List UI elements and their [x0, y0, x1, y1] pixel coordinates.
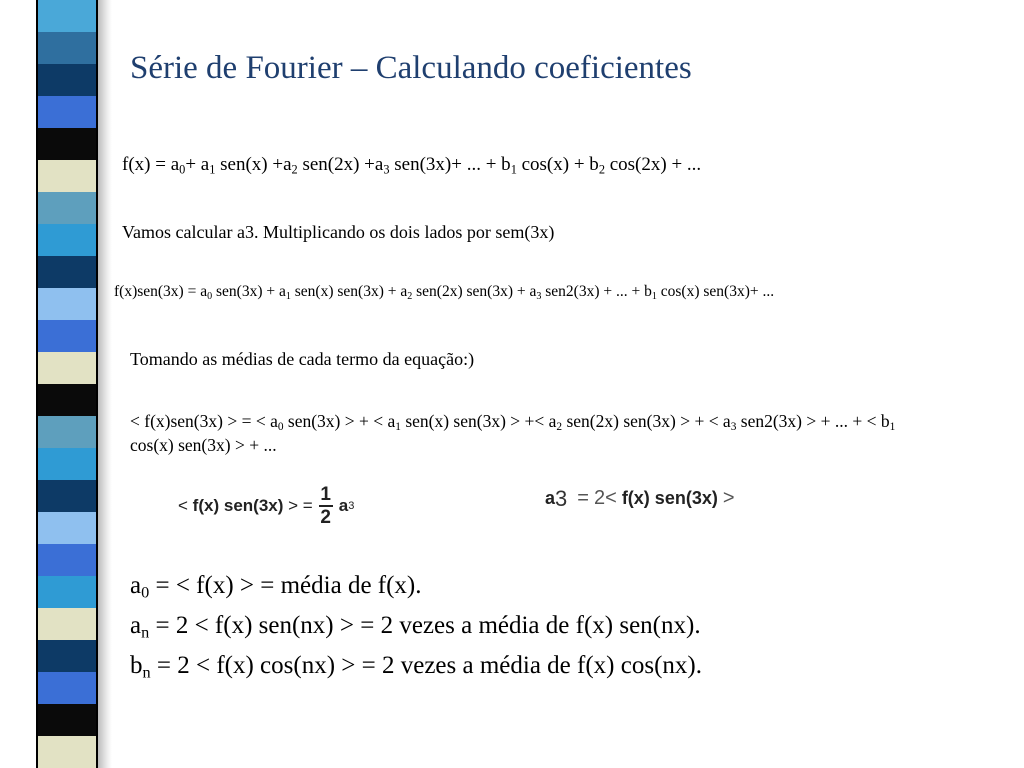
- stripe-segment: [38, 384, 96, 416]
- fourier-series-equation: $f(x) = a_0+ a_1$ $sen(x) +a_2$ $sen(2x) +a_3$ sen(3x)+ ... + $b_1$ $\cos(x) + b_2$ cos(2x) + ...: [122, 154, 702, 177]
- one-half-fraction: [319, 484, 333, 528]
- stripe-segment: [38, 256, 96, 288]
- decorative-stripe-bar: [36, 0, 98, 768]
- summary-a0: $a_0$ = < f(x) > = média de f(x).: [130, 572, 422, 602]
- stripe-segment: [38, 608, 96, 640]
- formula-sen: sen(3x): [223, 496, 284, 515]
- stripe-segment: [38, 128, 96, 160]
- summary-an: $a_n = 2 < f(x) sen(nx)$ > = 2 vezes a média de f(x) sen(nx).: [130, 612, 701, 642]
- stripe-segment: [38, 32, 96, 64]
- formula-fx: f(x): [192, 496, 220, 515]
- fraction-numerator: 1: [320, 484, 331, 505]
- stripe-shadow: [98, 0, 112, 768]
- intro-text: Vamos calcular a3. Multiplicando os dois lados por sem(3x): [122, 222, 555, 242]
- stripe-segment: [38, 544, 96, 576]
- stripe-segment: [38, 704, 96, 736]
- formula-a: a: [338, 496, 349, 515]
- formula-lt: <: [178, 496, 188, 515]
- stripe-segment: [38, 0, 96, 32]
- formula-eq: =: [577, 487, 589, 509]
- stripe-segment: [38, 640, 96, 672]
- summary-bn: $b_n = 2 < f(x) \cos(nx)$ > = 2 vezes a média de f(x) cos(nx).: [130, 652, 702, 682]
- stripe-segment: [38, 320, 96, 352]
- averages-equation: < f(x)sen(3x) > = < $a_0$ sen(3x) > + < $a_1$ sen(x) sen(3x) > +< $a_2$ sen(2x) sen(3x) > + < $a_3$ sen2(3x) > + ... + < $b_1$ cos(x) sen(3x) > + ...: [130, 411, 896, 455]
- stripe-segment: [38, 736, 96, 768]
- stripe-segment: [38, 416, 96, 448]
- formula-body: f(x) sen(3x): [621, 488, 718, 508]
- stripe-segment: [38, 512, 96, 544]
- product-equation: $f(x)sen(3x) = a_0$ $sen(3x) + a_1$ sen(x) $sen(3x) + a_2$ sen(2x) $sen(3x) + a_3$ sen2(3x) + ... + $b_1$ cos(x) sen(3x)+ ...: [114, 283, 775, 302]
- stripe-segment: [38, 160, 96, 192]
- stripe-segment: [38, 224, 96, 256]
- formula-two: 2: [593, 487, 606, 509]
- a3-result-formula: a 3 = 2 < f(x) sen(3x) >: [545, 485, 735, 511]
- stripe-segment: [38, 192, 96, 224]
- formula-a: a: [545, 488, 556, 508]
- formula-rhs: > =: [288, 496, 313, 515]
- stripe-segment: [38, 672, 96, 704]
- slide-title: Série de Fourier – Calculando coeficientes: [130, 50, 692, 86]
- formula-gt: >: [722, 487, 735, 509]
- stripe-segment: [38, 448, 96, 480]
- stripe-segment: [38, 576, 96, 608]
- fraction-denominator: 2: [320, 507, 331, 528]
- averages-intro-text: Tomando as médias de cada termo da equação:): [130, 349, 475, 369]
- coefficient-summary: [130, 566, 702, 686]
- stripe-segment: [38, 64, 96, 96]
- average-result-formula: < f(x) sen(3x) > = $\frac{1}{2}$ a 3: [178, 484, 355, 528]
- stripe-segment: [38, 288, 96, 320]
- stripe-segment: [38, 352, 96, 384]
- stripe-segment: [38, 96, 96, 128]
- stripe-segment: [38, 480, 96, 512]
- formula-lt: <: [605, 487, 617, 509]
